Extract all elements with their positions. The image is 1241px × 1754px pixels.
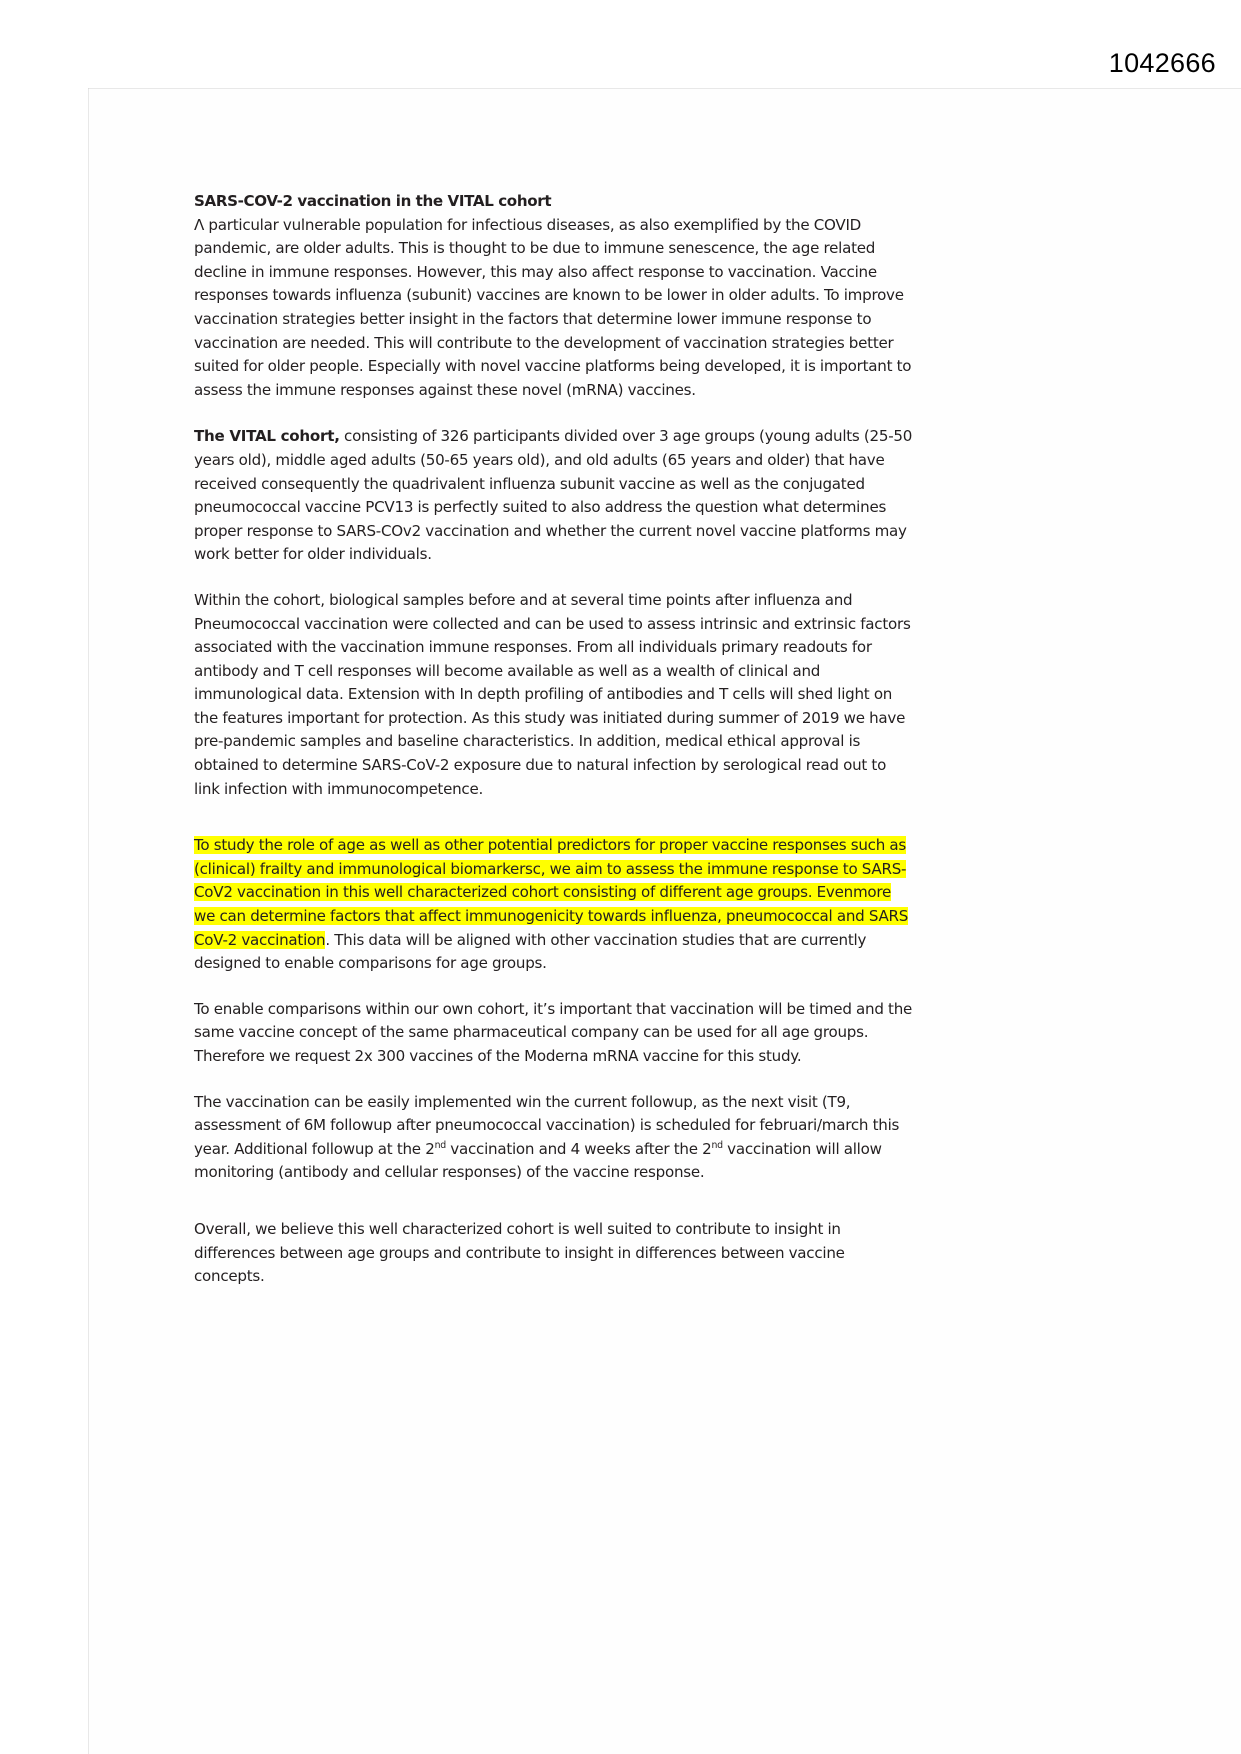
paragraph-implementation [194, 1091, 916, 1185]
paragraph-study-aim [194, 834, 916, 976]
page-edge-left [88, 88, 89, 1754]
paragraph-vital-cohort [194, 425, 916, 567]
page-edge-top [88, 88, 1241, 89]
ordinal-suffix-first: nd [434, 1139, 446, 1151]
document-body [194, 190, 916, 1289]
implementation-text-a: The vaccination can be easily implemented win the current followup, as the next visit (T9, assessment of 6M followup after pneumococcal vaccination) is scheduled for februari/march this year. Additional followup at the 2 [194, 1092, 900, 1158]
study-aim-remainder: . This data will be aligned with other vaccination studies that are currently designed to enable comparisons for age groups. [194, 930, 867, 973]
document-number: 1042666 [1108, 48, 1216, 78]
paragraph-intro-text: Λ particular vulnerable population for infectious diseases, as also exemplified by the COVID pandemic, are older adults. This is thought to be due to immune senescence, the age related decline in immune responses. However, this may also affect response to vaccination. Vaccine responses towards influenza (subunit) vaccines are known to be lower in older adults. To improve vaccination strategies better insight in the factors that determine lower immune response to vaccination are needed. This will contribute to the development of vaccination strategies better suited for older people. Especially with novel vaccine platforms being developed, it is important to assess the immune responses against these novel (mRNA) vaccines. [194, 215, 912, 399]
implementation-text-c: vaccination will allow monitoring (antibody and cellular responses) of the vaccine response. [194, 1139, 882, 1182]
vital-cohort-text: consisting of 326 participants divided over 3 age groups (young adults (25-50 years old), middle aged adults (50-65 years old), and old adults (65 years and older) that have received consequently the quadrivalent influenza subunit vaccine as well as the conjugated pneumococcal vaccine PCV13 is perfectly suited to also address the question what determines proper response to SARS-COv2 vaccination and whether the current novel vaccine platforms may work better for older individuals. [194, 427, 913, 564]
section-intro [194, 190, 916, 402]
ordinal-suffix-second: nd [711, 1139, 723, 1151]
paragraph-samples-readouts: Within the cohort, biological samples before and at several time points after influenza and Pneumococcal vaccination were collected and can be used to assess intrinsic and extrinsic factors associated with the vaccination immune responses. From all individuals primary readouts for antibody and T cell responses will become available as well as a wealth of clinical and immunological data. Extension with In depth profiling of antibodies and T cells will shed light on the features important for protection. As this study was initiated during summer of 2019 we have pre-pandemic samples and baseline characteristics. In addition, medical ethical approval is obtained to determine SARS-CoV-2 exposure due to natural infection by serological read out to link infection with immunocompetence. [194, 590, 911, 798]
implementation-text-b: vaccination and 4 weeks after the 2 [445, 1139, 712, 1158]
paragraph-conclusion: Overall, we believe this well characterized cohort is well suited to contribute to insight in differences between age groups and contribute to insight in differences between vaccine concepts. [194, 1219, 845, 1286]
highlighted-aim-text: To study the role of age as well as other potential predictors for proper vaccine responses such as (clinical) frailty and immunological biomarkersc, we aim to assess the immune response to SARS-CoV2 vaccination in this well characterized cohort consisting of different age groups. Evenmore we can determine factors that affect immunogenicity towards influenza, pneumococcal and SARS CoV-2 vaccination [194, 836, 909, 949]
section-heading: SARS-COV-2 vaccination in the VITAL cohort [194, 192, 552, 210]
paragraph-comparisons: To enable comparisons within our own cohort, it’s important that vaccination will be timed and the same vaccine concept of the same pharmaceutical company can be used for all age groups. Therefore we request 2x 300 vaccines of the Moderna mRNA vaccine for this study. [194, 999, 913, 1065]
vital-cohort-lead-in: The VITAL cohort, [194, 427, 340, 446]
